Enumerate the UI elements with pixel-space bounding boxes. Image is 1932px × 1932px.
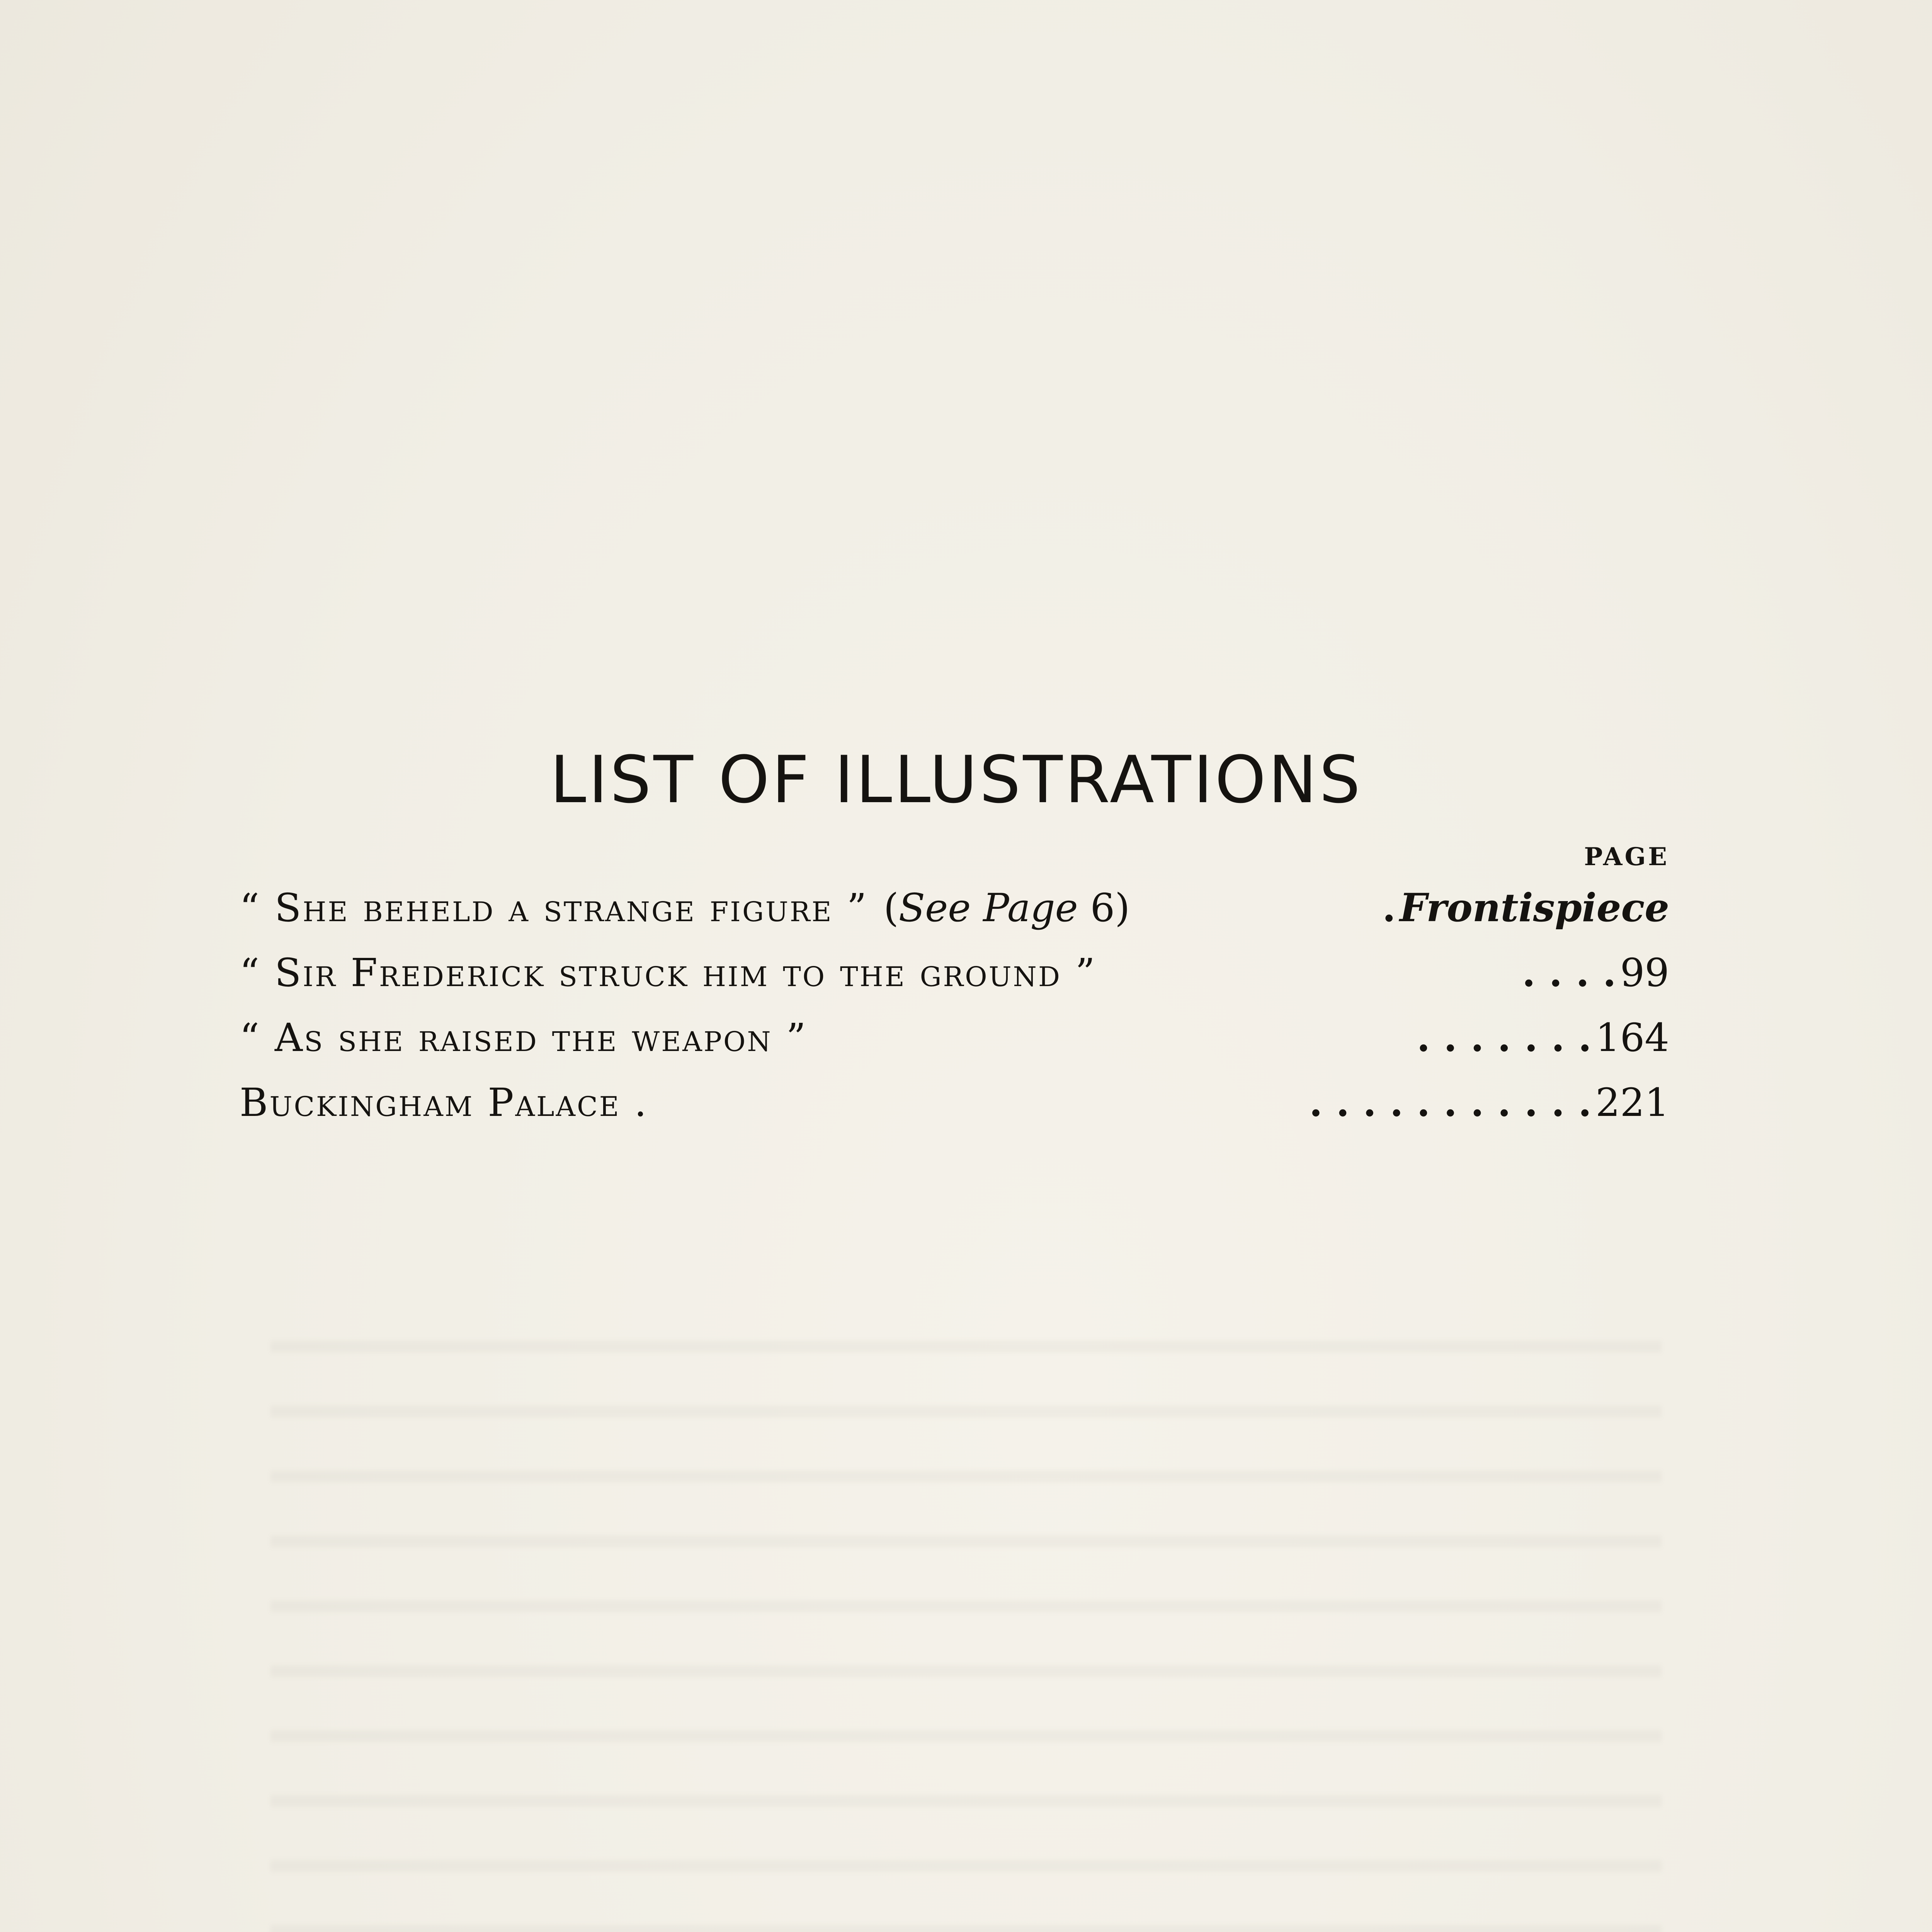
dot-leader: . . . . — [1522, 950, 1616, 995]
illustration-caption: Buckingham Palace . — [240, 1080, 648, 1125]
list-item — [240, 885, 1669, 950]
page-number: 164 — [1595, 1015, 1669, 1060]
dot-leader: . — [1382, 885, 1396, 930]
list-item — [240, 950, 1669, 1015]
page-title: LIST OF ILLUSTRATIONS — [550, 742, 1363, 818]
illustration-caption: “ She beheld a strange figure ” — [240, 885, 868, 930]
page-reference-open: ( — [883, 885, 899, 930]
page-reference-italic: See Page — [898, 885, 1078, 930]
page-number: Frontispiece — [1400, 885, 1669, 930]
page-number: 221 — [1595, 1080, 1669, 1125]
illustrations-list — [240, 885, 1669, 1145]
page-reference — [884, 885, 1130, 930]
illustration-caption: “ Sir Frederick struck him to the ground ” — [240, 950, 1097, 995]
list-item — [240, 1015, 1669, 1080]
dot-leader: . . . . . . . . . . . — [1309, 1080, 1592, 1125]
dot-leader: . . . . . . . — [1417, 1015, 1592, 1060]
page-number: 99 — [1620, 950, 1669, 995]
illustration-caption: “ As she raised the weapon ” — [240, 1015, 808, 1060]
page-reference-number: 6) — [1078, 885, 1130, 930]
bleed-through-texture — [270, 1294, 1662, 1932]
list-item — [240, 1080, 1669, 1145]
page-column-label: PAGE — [1584, 842, 1669, 871]
